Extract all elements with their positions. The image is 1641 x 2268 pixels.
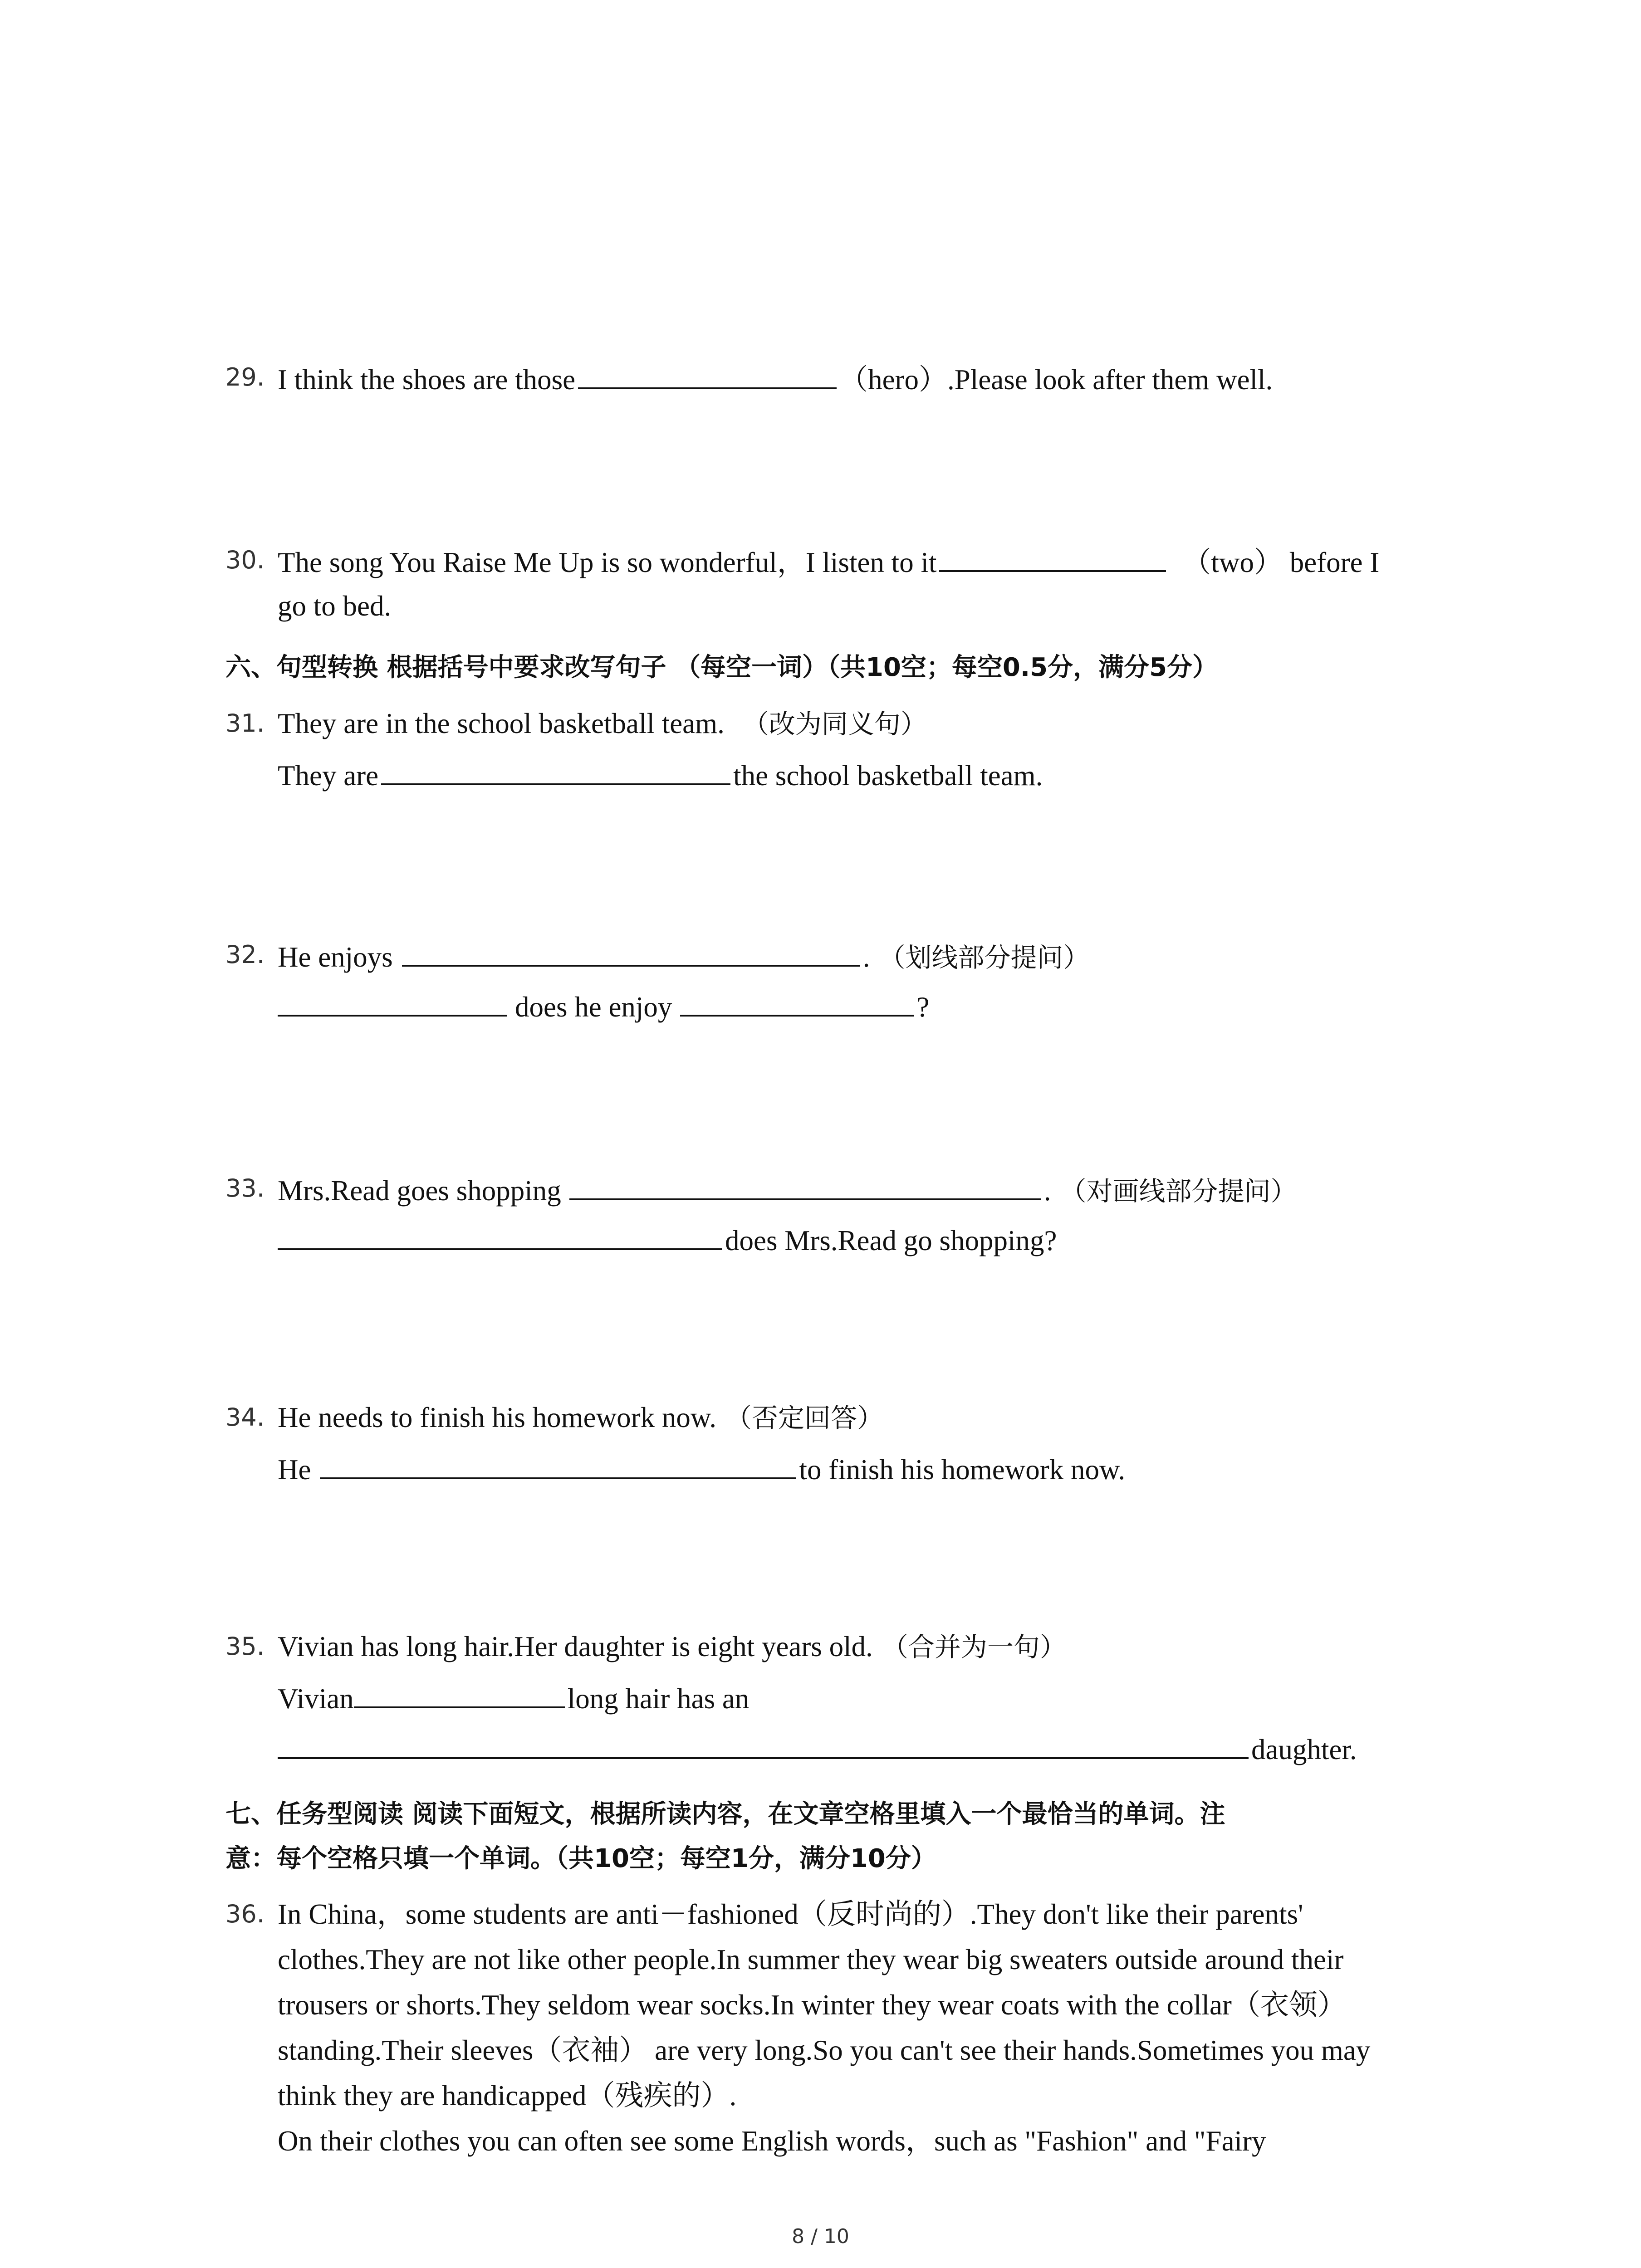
- page-number: 8 / 10: [792, 2225, 849, 2248]
- answer-blank[interactable]: [278, 987, 507, 1017]
- passage-line-text: standing.Their sleeves（衣袖） are very long.So you can't see their hands.Sometimes you may: [278, 2034, 1371, 2066]
- question-number: 33.: [225, 1174, 265, 1202]
- instruction-hint: （划线部分提问）: [879, 942, 1090, 973]
- answer-blank[interactable]: [939, 542, 1166, 572]
- question-text: He: [278, 1454, 311, 1486]
- question-text: Mrs.Read goes shopping: [278, 1175, 561, 1207]
- question-text: He enjoys: [278, 941, 393, 973]
- question-text: （two） before I: [1182, 547, 1380, 578]
- answer-blank[interactable]: [402, 937, 860, 967]
- question-number: 31.: [225, 709, 265, 738]
- answer-blank[interactable]: [278, 1729, 1249, 1759]
- passage-line: In China，some students are anti－fashioned（反时尚的）.They don't like their parents': [278, 1898, 1303, 1930]
- question-text: They are: [278, 760, 379, 792]
- question-number: 36.: [225, 1900, 265, 1928]
- answer-blank[interactable]: [278, 1220, 722, 1250]
- question-text: （hero）.Please look after them well.: [839, 364, 1273, 396]
- question-text: go to bed.: [278, 590, 392, 622]
- question-text: does Mrs.Read go shopping?: [725, 1225, 1057, 1256]
- question-text: long hair has an: [567, 1683, 749, 1715]
- question-text: .: [862, 941, 870, 973]
- question-text: They are in the school basketball team.: [278, 708, 725, 739]
- question-number: 34.: [225, 1403, 265, 1432]
- section-6-heading: 六、句型转换 根据括号中要求改写句子 （每空一词）（共10空；每空0.5分，满分5分）: [225, 653, 1218, 682]
- question-text: The song You Raise Me Up is so wonderful，I listen to it: [278, 547, 937, 578]
- question-number: 29.: [225, 363, 265, 391]
- question-number: 32.: [225, 940, 265, 969]
- answer-blank[interactable]: [354, 1678, 565, 1708]
- question-text: to finish his homework now.: [799, 1454, 1126, 1486]
- section-7-heading-line1: 七、任务型阅读 阅读下面短文，根据所读内容，在文章空格里填入一个最恰当的单词。注: [225, 1799, 1225, 1829]
- question-text: daughter.: [1251, 1734, 1357, 1765]
- passage-line-text: clothes.They are not like other people.In summer they wear big sweaters outside around their: [278, 1944, 1344, 1975]
- question-number: 35.: [225, 1632, 265, 1661]
- question-number: 30.: [225, 546, 265, 574]
- question-text: does he enjoy: [515, 991, 672, 1023]
- answer-blank[interactable]: [578, 359, 837, 389]
- instruction-hint: （合并为一句）: [882, 1632, 1066, 1662]
- passage-line-text: trousers or shorts.They seldom wear socks.In winter they wear coats with the collar（衣领）: [278, 1989, 1346, 2021]
- question-text: I think the shoes are those: [278, 364, 576, 396]
- instruction-hint: （对画线部分提问）: [1060, 1176, 1297, 1207]
- passage-line-text: On their clothes you can often see some English words，such as "Fashion" and "Fairy: [278, 2125, 1266, 2157]
- answer-blank[interactable]: [381, 755, 730, 785]
- passage-line-text: think they are handicapped（残疾的）.: [278, 2080, 737, 2112]
- question-text: Vivian: [278, 1683, 354, 1715]
- answer-blank[interactable]: [680, 987, 914, 1017]
- instruction-hint: （否定回答）: [725, 1403, 884, 1433]
- answer-blank[interactable]: [320, 1449, 796, 1479]
- instruction-hint: （改为同义句）: [742, 709, 927, 739]
- question-text: He needs to finish his homework now.: [278, 1402, 717, 1433]
- question-text: the school basketball team.: [733, 760, 1043, 792]
- answer-blank[interactable]: [569, 1170, 1041, 1200]
- question-text: .: [1043, 1175, 1051, 1207]
- question-text: ?: [916, 991, 930, 1023]
- question-text: Vivian has long hair.Her daughter is eight years old.: [278, 1631, 873, 1662]
- section-7-heading-line2: 意：每个空格只填一个单词。（共10空；每空1分，满分10分）: [225, 1844, 936, 1873]
